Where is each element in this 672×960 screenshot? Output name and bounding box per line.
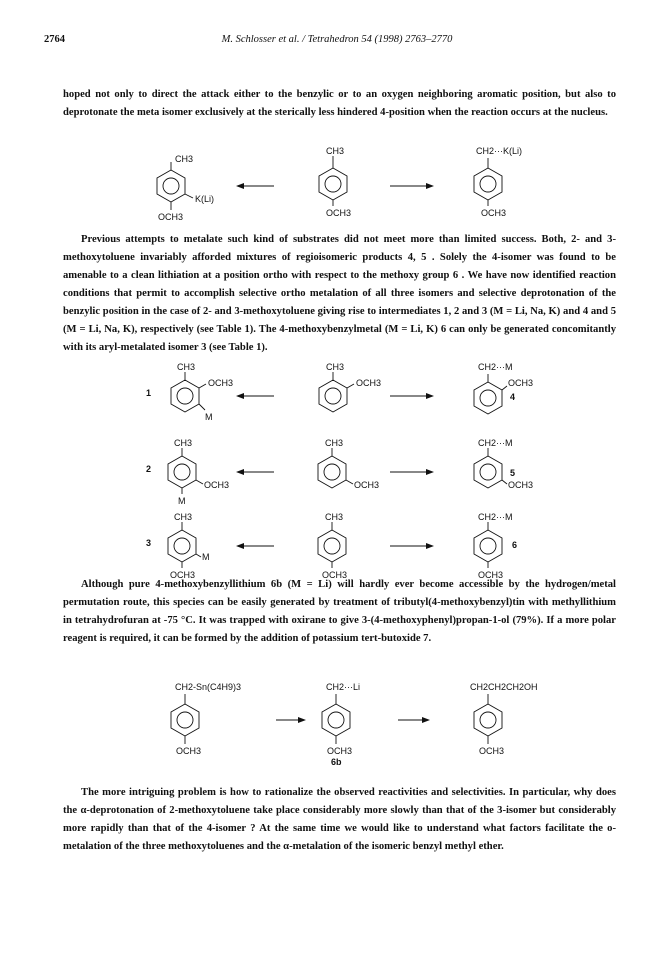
- scheme1-arrow-right: [390, 183, 434, 189]
- scheme1-mid-top: CH3: [326, 146, 345, 156]
- row3-right-top: CH2···M: [478, 512, 513, 522]
- scheme3-right-structure: [470, 682, 538, 756]
- scheme1-left-metal: K(Li): [195, 194, 215, 204]
- scheme1-left-bottom: OCH3: [158, 212, 184, 222]
- row3-left-metal: M: [202, 552, 210, 562]
- row3-mid-sub: OCH3: [322, 570, 348, 580]
- scheme-2: [0, 362, 672, 580]
- row2-left-sub: OCH3: [204, 480, 230, 490]
- scheme1-right-structure: [474, 146, 522, 218]
- scheme1-arrow-left: [236, 183, 274, 189]
- row2-right-sub: OCH3: [508, 480, 534, 490]
- row1-number: 1: [146, 388, 152, 398]
- row1-right-sub: OCH3: [508, 378, 534, 388]
- row1-left-sub: OCH3: [208, 378, 234, 388]
- scheme3-arrow-2: [398, 717, 430, 723]
- row3-mid-top: CH3: [325, 512, 344, 522]
- scheme1-mid-bottom: OCH3: [326, 208, 352, 218]
- row2-left-metal: M: [178, 496, 186, 506]
- scheme1-mid-structure: [319, 146, 351, 218]
- row3-right-number: 6: [512, 540, 518, 550]
- row2-right-top: CH2···M: [478, 438, 513, 448]
- scheme1-right-top: CH2···K(Li): [476, 146, 522, 156]
- scheme1-right-bottom: OCH3: [481, 208, 507, 218]
- row3-right-sub: OCH3: [478, 570, 504, 580]
- scheme-3: [0, 676, 672, 768]
- scheme1-left-structure: [157, 154, 214, 222]
- row1-right-top: CH2···M: [478, 362, 513, 372]
- scheme3-right-bottom: OCH3: [479, 746, 505, 756]
- scheme3-right-top: CH2CH2CH2OH: [470, 682, 538, 692]
- row1-left-metal: M: [205, 412, 213, 422]
- scheme3-mid-structure: [322, 682, 360, 767]
- running-head: M. Schlosser et al. / Tetrahedron 54 (1998) 2763–2770: [221, 34, 453, 45]
- paragraph-3: Although pure 4-methoxybenzyllithium 6b (M = Li) will hardly ever become accessible by the hydrogen/metal permutation route, this species can be easily generated by treatment of tributyl(4-methoxybenzyl)tin with methyllithium in tetrahydrofuran at -75 °C. It was trapped with oxirane to give 3-(4-methoxyphenyl)propan-1-ol (79%). If a more polar reagent is required, it can be formed by the addition of potassium tert-butoxide 7.: [63, 579, 616, 644]
- scheme-1: [0, 142, 672, 222]
- row1-left-top: CH3: [177, 362, 196, 372]
- row2-mid-top: CH3: [325, 438, 344, 448]
- row2-mid-sub: OCH3: [354, 480, 380, 490]
- paragraph-2: Previous attempts to metalate such kind of substrates did not meet more than limited success. Both, 2- and 3-methoxytoluene invariably afforded mixtures of regioisomeric products 4, 5 . Solely the 4-isomer was found to be amenable to a clean lithiation at a position ortho with respect to the methoxy group 6 . We have now identified reaction conditions that permit to accomplish selective ortho metalation of all three isomers and selective deprotonation of the benzylic position in the case of 2- and 3-methoxytoluene giving rise to intermediates 1, 2 and 3 (M = Li, Na, K) and 4 and 5 (M = Li, Na, K), respectively (see Table 1). The 4-methoxybenzylmetal (M = Li, K) 6 can only be generated concomitantly with its aryl-metalated isomer 3 (see Table 1).: [63, 234, 616, 353]
- row1-right-number: 4: [510, 392, 516, 402]
- scheme2-row-2: [146, 438, 533, 506]
- scheme3-mid-label: 6b: [331, 757, 342, 767]
- row1-mid-sub: OCH3: [356, 378, 382, 388]
- scheme3-left-top: CH2-Sn(C4H9)3: [175, 682, 242, 692]
- page-header: [44, 34, 630, 48]
- scheme3-left-bottom: OCH3: [176, 746, 202, 756]
- paragraph-1: hoped not only to direct the attack either to the benzylic or to an oxygen neighboring aromatic position, but also to deprotonate the meta isomer exclusively at the sterically less hindered 4-position when the reaction occurs at the nucleus.: [63, 89, 616, 118]
- scheme2-row-3: [146, 512, 517, 580]
- row3-number: 3: [146, 538, 152, 548]
- row2-right-number: 5: [510, 468, 516, 478]
- row3-left-sub: OCH3: [170, 570, 196, 580]
- scheme3-mid-top: CH2···Li: [326, 682, 361, 692]
- scheme2-row-1: [146, 362, 533, 422]
- scheme3-mid-bottom: OCH3: [327, 746, 353, 756]
- paragraph-4: The more intriguing problem is how to rationalize the observed reactivities and selectivities. In particular, why does the α-deprotonation of 2-methoxytoluene take place considerably more slowly than that of the 3-isomer but considerably more rapidly than that of the 4-isomer ? At the same time we would like to understand what factors facilitate the o-metalation of the three methoxytoluenes and the α-metalation of the isomeric benzyl methyl ether.: [63, 787, 616, 852]
- scheme3-left-structure: [171, 682, 241, 756]
- scheme1-left-top: CH3: [175, 154, 194, 164]
- page-number: 2764: [44, 34, 65, 45]
- scheme3-arrow-1: [276, 717, 306, 723]
- row2-number: 2: [146, 464, 152, 474]
- row2-left-top: CH3: [174, 438, 193, 448]
- row1-mid-top: CH3: [326, 362, 345, 372]
- row3-left-top: CH3: [174, 512, 193, 522]
